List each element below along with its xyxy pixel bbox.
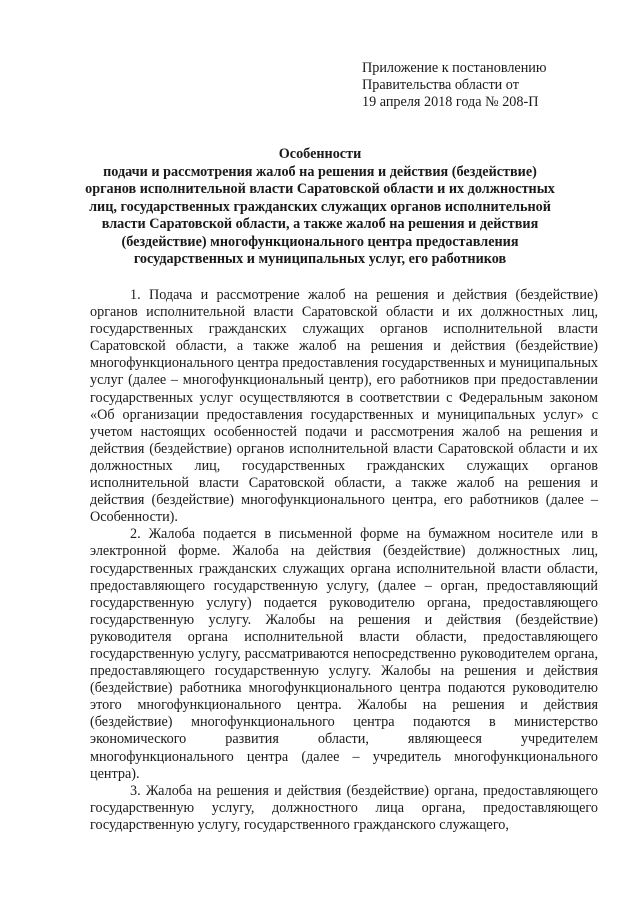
document-title [80, 146, 560, 269]
appendix-line-2: Правительства области от [362, 77, 519, 93]
paragraph-2: 2. Жалоба подается в письменной форме на бумажном носителе или в электронной форме. Жалоба на действия (бездействие) должностных лиц, государственных гражданских служащих органа исполнительной власти области, предоставляющего государственную услугу, (далее – орган, предоставляющий государственную услугу) подается руководителю органа, предоставляющего государственную услугу. Жалобы на решения и действия (бездействие) руководителя органа исполнительной власти области, предоставляющего государственную услугу, рассматриваются непосредственно руководителем органа, предоставляющего государственную услугу. Жалобы на решения и действия (бездействие) работника многофункционального центра подаются руководителю этого многофункционального центра. Жалобы на решения и действия (бездействие) многофункционального центра подаются в министерство экономического развития области, являющееся учредителем многофункционального центра (далее – учредитель многофункционального центра). [90, 526, 598, 782]
appendix-line-1: Приложение к постановлению [362, 60, 547, 76]
appendix-line-3: 19 апреля 2018 года № 208-П [362, 94, 539, 110]
title-line: государственных и муниципальных услуг, его работников [133, 251, 507, 267]
appendix-note [362, 60, 612, 111]
document-body [90, 287, 598, 834]
title-heading: Особенности [278, 146, 362, 162]
paragraph-3: 3. Жалоба на решения и действия (бездействие) органа, предоставляющего государственную услугу, должностного лица органа, предоставляющего государственную услугу, государственного гражданского служащего, [90, 782, 598, 833]
title-line: лиц, государственных гражданских служащих органов исполнительной [89, 198, 551, 215]
title-line: (бездействие) многофункционального центра предоставления [121, 233, 519, 250]
paragraph-1: 1. Подача и рассмотрение жалоб на решения и действия (бездействие) органов исполнительной власти Саратовской области и их должностных лиц, государственных гражданских служащих органов исполнительной власти Саратовской области, а также жалоб на решения и действия (бездействие) многофункционального центра предоставления государственных и муниципальных услуг (далее – многофункциональный центр), его работников при предоставлении государственных услуг осуществляются в соответствии с Федеральным законом «Об организации предоставления государственных и муниципальных услуг» с учетом настоящих особенностей подачи и рассмотрения жалоб на решения и действия (бездействие) органов исполнительной власти Саратовской области и их должностных лиц, государственных гражданских служащих органов исполнительной власти Саратовской области, а также жалоб на решения и действия (бездействие) многофункционального центра, его работников (далее – Особенности). [90, 287, 598, 526]
title-line: власти Саратовской области, а также жалоб на решения и действия [101, 216, 539, 232]
title-line: подачи и рассмотрения жалоб на решения и действия (бездействие) [103, 163, 537, 180]
title-line: органов исполнительной власти Саратовской области и их должностных [85, 181, 555, 197]
